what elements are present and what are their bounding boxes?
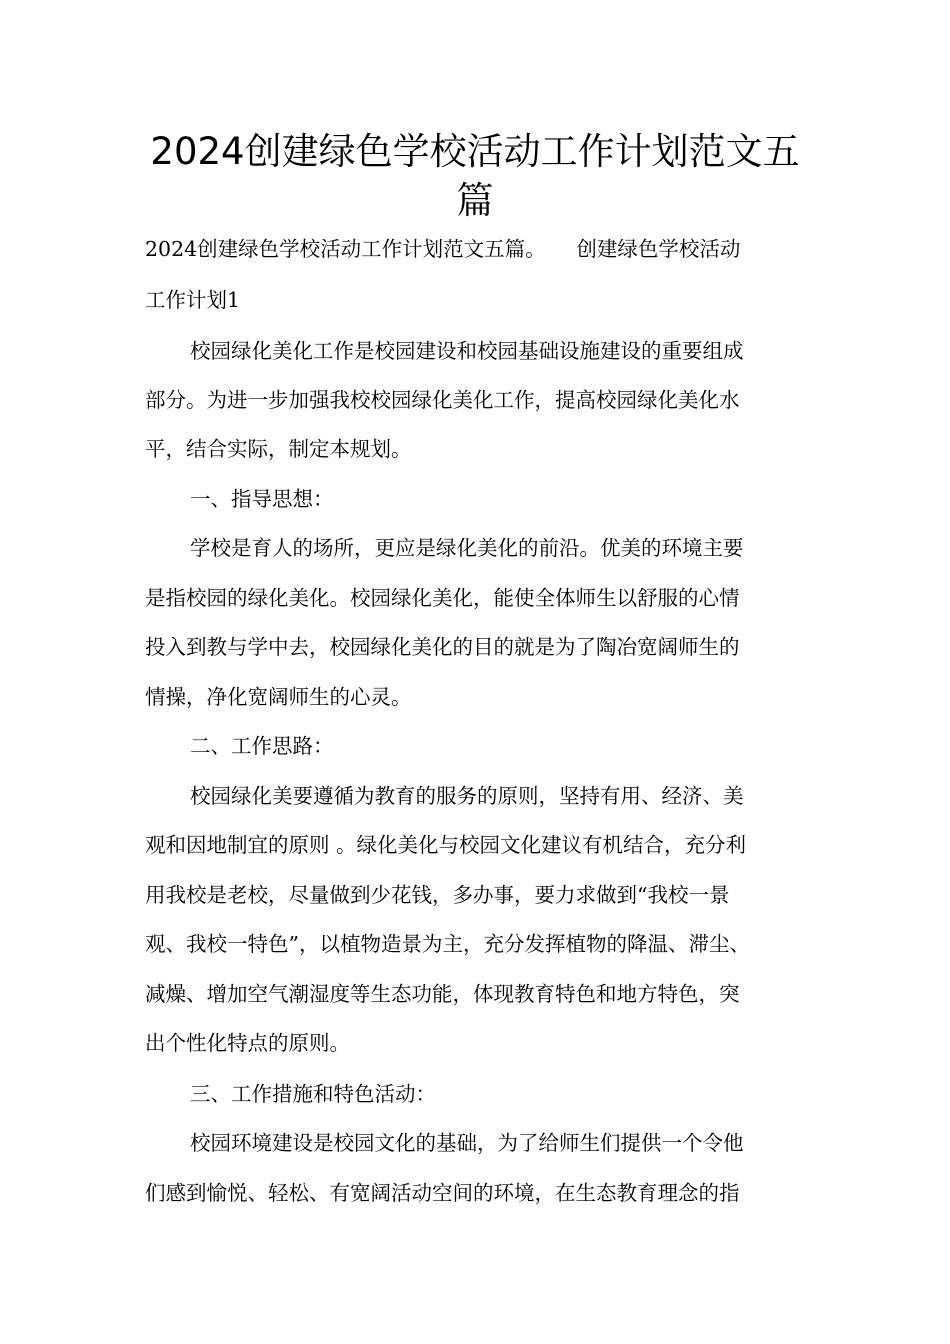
section-heading: 二、工作思路：: [190, 734, 334, 758]
paragraph-line: 平，结合实际，制定本规划。: [145, 437, 412, 461]
paragraph-line: 投入到教与学中去，校园绿化美化的目的就是为了陶冶宽阔师生的: [145, 635, 740, 659]
paragraph-line: 用我校是老校，尽量做到少花钱，多办事，要力求做到“我校一景: [145, 883, 730, 907]
document-title-line-2: 篇: [456, 179, 494, 222]
paragraph-line: 部分。为进一步加强我校校园绿化美化工作，提高校园绿化美化水: [145, 388, 740, 412]
paragraph-line: 减燥、增加空气潮湿度等生态功能，体现教育特色和地方特色，突: [145, 982, 740, 1006]
intro-line-2: 工作计划1: [145, 288, 241, 312]
paragraph-line: 是指校园的绿化美化。校园绿化美化，能使全体师生以舒服的心情: [145, 586, 740, 610]
intro-line-1: 2024创建绿色学校活动工作计划范文五篇。 创建绿色学校活动: [145, 237, 741, 261]
paragraph-line: 观、我校一特色”，以植物造景为主，充分发挥植物的降温、滞尘、: [145, 932, 750, 956]
paragraph-line: 出个性化特点的原则。: [145, 1031, 350, 1055]
paragraph-line: 校园绿化美要遵循为教育的服务的原则，坚持有用、经济、美: [190, 784, 744, 808]
paragraph-line: 情操，净化宽阔师生的心灵。: [145, 685, 412, 709]
section-heading: 三、工作措施和特色活动：: [190, 1082, 436, 1106]
document-title-line-1: 2024创建绿色学校活动工作计划范文五: [150, 130, 800, 173]
paragraph-line: 观和因地制宜的原则 。绿化美化与校园文化建议有机结合，充分利: [145, 833, 747, 857]
section-heading: 一、指导思想：: [190, 487, 334, 511]
paragraph-line: 学校是育人的场所，更应是绿化美化的前沿。优美的环境主要: [190, 536, 744, 560]
paragraph-line: 校园绿化美化工作是校园建设和校园基础设施建设的重要组成: [190, 339, 744, 363]
paragraph-line: 校园环境建设是校园文化的基础，为了给师生们提供一个令他: [190, 1131, 744, 1155]
paragraph-line: 们感到愉悦、轻松、有宽阔活动空间的环境，在生态教育理念的指: [145, 1181, 740, 1205]
